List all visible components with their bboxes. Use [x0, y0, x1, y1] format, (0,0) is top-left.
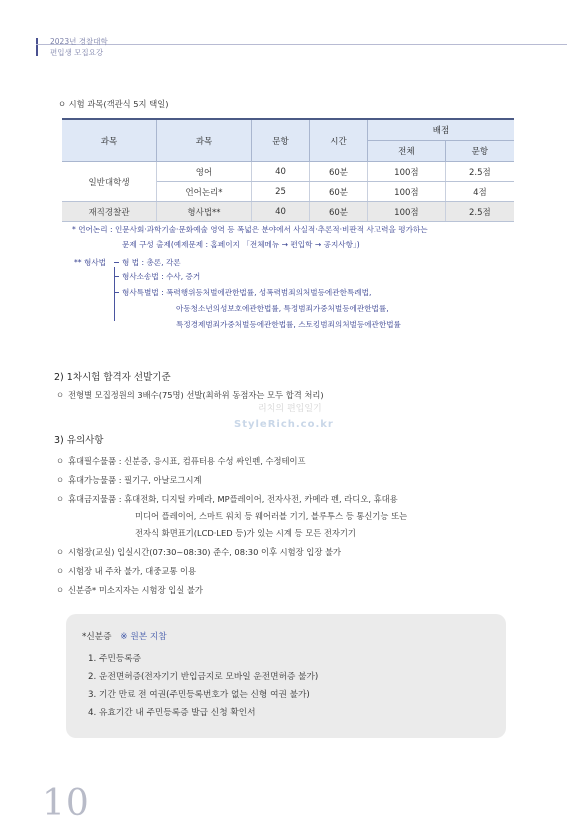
col-score-total: 전체 [368, 141, 446, 162]
section-2-title: 2) 1차시험 합격자 선발기준 [54, 372, 171, 383]
col-subject-group: 과목 [62, 119, 157, 162]
note-special-criminal-law-1: 형사특별법 : 폭력행위등처벌에관한법률, 성폭력범죄의처벌등에관한특례법, [122, 288, 372, 297]
id-item-3: 3. 기간 만료 전 여권(주민등록번호가 없는 신형 여권 불가) [88, 690, 310, 700]
page-number: 10 [42, 783, 90, 824]
selection-criteria: 전형별 모집정원의 3배수(75명) 선발(최하위 동점자는 모두 합격 처리) [68, 390, 324, 400]
allowed-items: 휴대가능물품 : 필기구, 아날로그시계 [68, 475, 202, 485]
cell-items: 40 [252, 162, 310, 182]
cell-items: 25 [252, 182, 310, 202]
note-special-criminal-law-2: 아동청소년의성보호에관한법률, 특정범죄가중처벌등에관한법률, [176, 304, 389, 313]
id-item-2: 2. 운전면허증(전자기기 반입금지로 모바일 운전면허증 불가) [88, 672, 319, 682]
cell-subject: 언어논리* [157, 182, 252, 202]
cell-per: 4점 [445, 182, 514, 202]
list-item [56, 474, 202, 486]
list-item [56, 493, 398, 505]
cell-group: 일반대학생 [62, 162, 157, 202]
id-item-1: 1. 주민등록증 [88, 654, 142, 664]
required-items: 휴대필수물품 : 신분증, 응시표, 컴퓨터용 수성 싸인펜, 수정테이프 [68, 456, 306, 466]
list-item [56, 565, 196, 577]
bullet: ㅇ [56, 475, 65, 485]
header-accent-bar [36, 38, 38, 56]
header-line-1: 2023년 경찰대학 [50, 37, 108, 46]
list-item [56, 546, 341, 558]
exam-subjects-table [62, 118, 514, 222]
id-box-label: *신분증 [82, 632, 112, 642]
cell-subject: 영어 [157, 162, 252, 182]
section-3-title: 3) 유의사항 [54, 435, 104, 446]
bullet: ㅇ [56, 456, 65, 466]
cell-per: 2.5점 [445, 202, 514, 222]
cell-subject: 형사법** [157, 202, 252, 222]
watermark: StyleRich.co.kr [234, 419, 334, 430]
cell-group: 재직경찰관 [62, 202, 157, 222]
entry-time: 시험장(교실) 입실시간(07:30~08:30) 준수, 08:30 이후 시험장 입장 불가 [68, 547, 342, 557]
id-required: 신분증* 미소지자는 시험장 입실 불가 [68, 585, 203, 595]
table-row [62, 202, 514, 222]
bullet: ㅇ [56, 547, 65, 557]
bullet: ㅇ [56, 585, 65, 595]
tree-branch [114, 276, 119, 277]
header-line-2: 편입생 모집요강 [50, 48, 104, 57]
tree-branch [114, 262, 119, 263]
cell-total: 100점 [368, 182, 446, 202]
running-header [50, 36, 108, 58]
bullet: ㅇ [56, 566, 65, 576]
cell-total: 100점 [368, 202, 446, 222]
section-2-line [56, 389, 324, 401]
list-item [56, 584, 203, 596]
prohibited-items-cont-2: 전자식 화면표기(LCD·LED 등)가 있는 시계 등 모든 전자기기 [135, 528, 356, 538]
note-criminal-law: 형 법 : 총론, 각론 [122, 258, 181, 267]
cell-items: 40 [252, 202, 310, 222]
cell-time: 60분 [310, 202, 368, 222]
note-language-logic-1: * 언어논리 : 인문사회·과학기술·문화예술 영역 등 폭넓은 분야에서 사실적·추론적·비판적 사고력을 평가하는 [72, 225, 428, 234]
exam-subjects-title: ㅇ 시험 과목(객관식 5지 택일) [58, 99, 169, 109]
note-criminal-procedure: 형사소송법 : 수사, 증거 [122, 272, 201, 281]
table-row [62, 162, 514, 182]
bullet: ㅇ [56, 390, 65, 400]
cell-per: 2.5점 [445, 162, 514, 182]
prohibited-items: 휴대금지물품 : 휴대전화, 디지털 카메라, MP플레이어, 전자사전, 카메라 펜, 라디오, 휴대용 [68, 494, 398, 504]
cell-time: 60분 [310, 162, 368, 182]
prohibited-items-cont-1: 미디어 플레이어, 스마트 워치 등 웨어러블 기기, 블루투스 등 통신기능 또는 [135, 511, 408, 521]
note-language-logic-2: 문제 구성 출제(예제문제 : 홈페이지 「전체메뉴 → 편입학 → 공지사항」) [122, 240, 360, 249]
id-item-4: 4. 유효기간 내 주민등록증 발급 신청 확인서 [88, 708, 256, 718]
bullet: ㅇ [56, 494, 65, 504]
col-score-per: 문항 [445, 141, 514, 162]
header-divider [36, 44, 567, 45]
note-special-criminal-law-3: 특정경제범죄가중처벌등에관한법률, 스토킹범죄의처벌등에관한법률 [176, 320, 401, 329]
cell-total: 100점 [368, 162, 446, 182]
id-box-title [82, 630, 167, 642]
tree-branch [114, 292, 119, 293]
col-score: 배점 [368, 119, 515, 141]
col-subject: 과목 [157, 119, 252, 162]
note-criminal-law-label: ** 형사법 [74, 258, 107, 267]
id-box-ref: ※ 원본 지참 [120, 632, 167, 642]
col-time: 시간 [310, 119, 368, 162]
parking: 시험장 내 주차 불가, 대중교통 이용 [68, 566, 197, 576]
watermark-script: 리치의 편입일기 [258, 404, 322, 414]
list-item [56, 455, 306, 467]
col-items: 문항 [252, 119, 310, 162]
cell-time: 60분 [310, 182, 368, 202]
